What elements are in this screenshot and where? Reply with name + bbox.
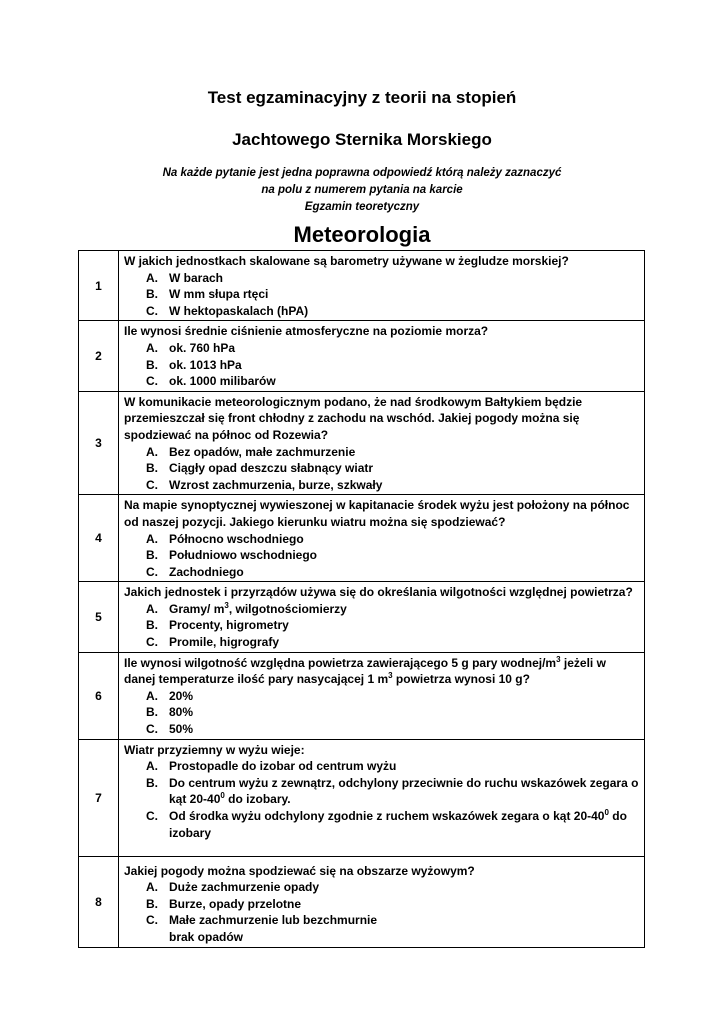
question-text: Jakich jednostek i przyrządów używa się do określania wilgotności względnej powietrza? [124, 585, 633, 600]
option-letter: C. [146, 477, 158, 492]
option-text: Do centrum wyżu z zewnątrz, odchylony przeciwnie do ruchu wskazówek zegara o kąt $20-40^0$ do izobary. [169, 775, 639, 807]
answer-options [124, 270, 640, 320]
option-text: 20% [169, 688, 194, 703]
question-cell [119, 251, 645, 321]
question-text: Jakiej pogody można spodziewać się na obszarze wyżowym? [124, 863, 475, 878]
option-text: Burze, opady przelotne [169, 896, 302, 911]
question-row [79, 321, 645, 391]
option-text: Promile, higrografy [169, 635, 280, 650]
answer-option[interactable] [146, 373, 640, 390]
question-number: 3 [79, 391, 119, 495]
question-row [79, 652, 645, 739]
answer-option[interactable] [146, 688, 640, 705]
question-row [79, 739, 645, 856]
option-text: Małe zachmurzenie lub bezchmurnie brak opadów [169, 913, 378, 944]
instruction-line: na polu z numerem pytania na karcie [261, 184, 463, 196]
answer-option[interactable] [146, 775, 640, 808]
question-row [79, 495, 645, 582]
option-letter: B. [146, 705, 158, 720]
option-letter: A. [146, 531, 158, 546]
exam-rank-title: Jachtowego Sternika Morskiego [232, 130, 492, 149]
answer-option[interactable] [146, 547, 640, 564]
question-row [79, 251, 645, 321]
exam-title: Test egzaminacyjny z teorii na stopień [207, 88, 517, 107]
option-text: 50% [169, 722, 194, 737]
question-number: 6 [79, 652, 119, 739]
option-letter: A. [146, 340, 158, 355]
question-number: 5 [79, 582, 119, 652]
answer-options [124, 879, 640, 945]
question-number: 2 [79, 321, 119, 391]
answer-option[interactable] [146, 340, 640, 357]
answer-option[interactable] [146, 286, 640, 303]
option-letter: A. [146, 444, 158, 459]
option-text: Południowo wschodniego [169, 548, 317, 563]
option-letter: B. [146, 775, 158, 790]
answer-option[interactable] [146, 912, 640, 945]
option-text: Wzrost zachmurzenia, burze, szkwały [169, 477, 383, 492]
option-letter: A. [146, 270, 158, 285]
option-letter: A. [146, 880, 158, 895]
option-letter: C. [146, 635, 158, 650]
option-text: W hektopaskalach (hPA) [169, 303, 309, 318]
question-number: 7 [79, 739, 119, 856]
option-letter: B. [146, 548, 158, 563]
answer-option[interactable] [146, 601, 640, 618]
option-letter: B. [146, 896, 158, 911]
question-text: Ile wynosi średnie ciśnienie atmosferyczne na poziomie morza? [124, 324, 489, 339]
option-text: W mm słupa rtęci [169, 287, 269, 302]
option-letter: B. [146, 287, 158, 302]
question-cell [119, 582, 645, 652]
option-letter: B. [146, 461, 158, 476]
answer-option[interactable] [146, 460, 640, 477]
option-letter: A. [146, 688, 158, 703]
option-text: Procenty, higrometry [169, 618, 289, 633]
answer-option[interactable] [146, 270, 640, 287]
question-row [79, 391, 645, 495]
answer-option[interactable] [146, 896, 640, 913]
question-row [79, 856, 645, 947]
answer-option[interactable] [146, 303, 640, 320]
option-text: Prostopadle do izobar od centrum wyżu [169, 759, 397, 774]
question-text: Wiatr przyziemny w wyżu wieje: [124, 742, 305, 757]
option-text: Ciągły opad deszczu słabnący wiatr [169, 461, 374, 476]
answer-option[interactable] [146, 531, 640, 548]
option-text: Od środka wyżu odchylony zgodnie z ruchem wskazówek zegara o kąt $20-40^0$ do izobary [169, 808, 627, 840]
option-letter: A. [146, 601, 158, 616]
question-cell [119, 391, 645, 495]
question-text: W jakich jednostkach skalowane są barometry używane w żegludze morskiej? [124, 254, 569, 268]
option-text: Duże zachmurzenie opady [169, 880, 320, 895]
question-cell [119, 321, 645, 391]
questions-table [78, 250, 645, 948]
instruction-line: Egzamin teoretyczny [304, 201, 420, 213]
question-text: W komunikacie meteorologicznym podano, że nad środkowym Bałtykiem będzie przemieszczał się front chłodny z zachodu na wschód. Jakiej pogody można się spodziewać na północ od Rozewia? [124, 394, 583, 442]
question-cell [119, 652, 645, 739]
subject-heading: Meteorologia [293, 222, 431, 247]
option-text: Północno wschodniego [169, 531, 304, 546]
question-number: 1 [79, 251, 119, 321]
option-text: W barach [169, 270, 224, 285]
answer-option[interactable] [146, 808, 640, 841]
answer-options [124, 340, 640, 390]
option-text: Gramy/ $m^3$, wilgotnościomierzy [169, 600, 347, 616]
answer-option[interactable] [146, 357, 640, 374]
option-text: Zachodniego [169, 564, 244, 579]
instruction-line: Na każde pytanie jest jedna poprawna odpowiedź którą należy zaznaczyć [162, 167, 562, 179]
answer-options [124, 758, 640, 841]
option-letter: B. [146, 357, 158, 372]
question-cell [119, 495, 645, 582]
instructions [0, 165, 724, 216]
option-letter: C. [146, 374, 158, 389]
answer-option[interactable] [146, 879, 640, 896]
question-cell [119, 856, 645, 947]
option-letter: C. [146, 913, 158, 928]
option-text: ok. 1013 hPa [169, 357, 242, 372]
question-number: 4 [79, 495, 119, 582]
option-text: ok. 760 hPa [169, 340, 236, 355]
answer-option[interactable] [146, 758, 640, 775]
answer-option[interactable] [146, 444, 640, 461]
answer-option[interactable] [146, 721, 640, 738]
answer-options [124, 444, 640, 494]
option-letter: A. [146, 759, 158, 774]
option-letter: C. [146, 722, 158, 737]
answer-option[interactable] [146, 477, 640, 494]
option-text: 80% [169, 705, 194, 720]
question-number: 8 [79, 856, 119, 947]
answer-options [124, 531, 640, 581]
answer-options [124, 688, 640, 738]
option-letter: C. [146, 303, 158, 318]
option-letter: C. [146, 809, 158, 823]
question-text: Ile wynosi wilgotność względna powietrza zawierającego 5 g pary wodnej/$m^3$ jeżeli w danej temperaturze ilość pary nasycającej 1 $m^3$ powietrza wynosi 10 g? [124, 654, 606, 687]
answer-option[interactable] [146, 564, 640, 581]
question-text: Na mapie synoptycznej wywieszonej w kapitanacie środek wyżu jest położony na północ od naszej pozycji. Jakiego kierunku wiatru można się spodziewać? [124, 498, 630, 529]
answer-option[interactable] [146, 617, 640, 634]
answer-options [124, 601, 640, 651]
answer-option[interactable] [146, 704, 640, 721]
question-cell [119, 739, 645, 856]
option-letter: B. [146, 618, 158, 633]
option-text: Bez opadów, małe zachmurzenie [169, 444, 356, 459]
option-text: ok. 1000 milibarów [169, 374, 276, 389]
question-row [79, 582, 645, 652]
option-letter: C. [146, 564, 158, 579]
answer-option[interactable] [146, 634, 640, 651]
